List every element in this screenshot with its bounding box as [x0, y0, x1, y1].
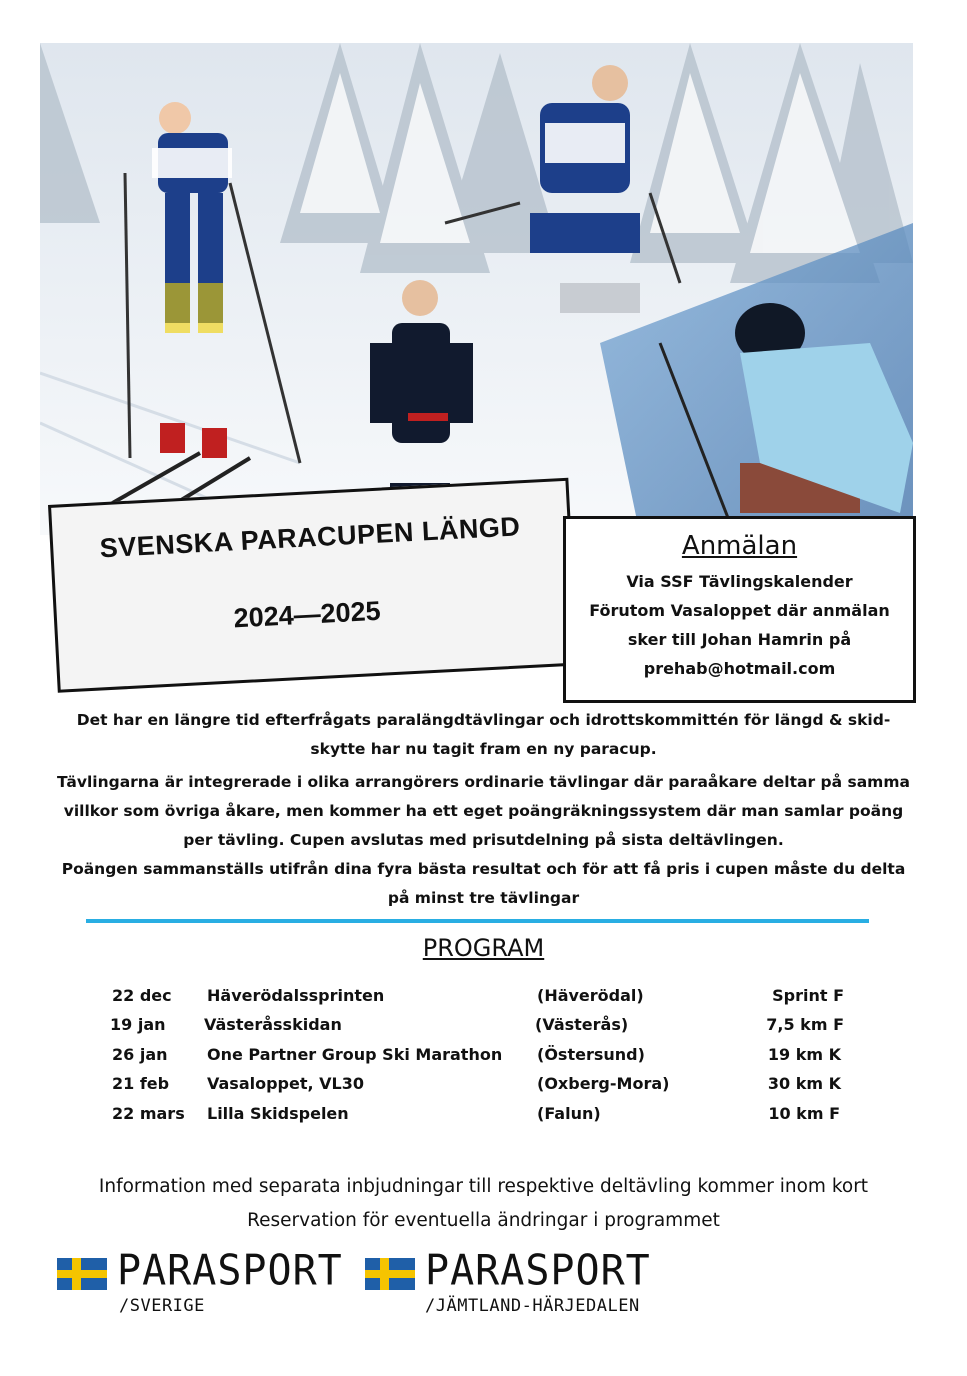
program-place: (Östersund): [537, 1044, 645, 1064]
program-date: 26 jan: [112, 1044, 168, 1064]
intro-paragraph: Det har en längre tid efterfrågats paralängdtävlingar och idrottskommittén för längd & skid-skytte har nu tagit fram en ny paracup.: [76, 711, 891, 758]
logo-wordmark: PARASPORT: [425, 1246, 651, 1296]
program-date: 22 dec: [112, 986, 172, 1005]
logo-subtitle: /JÄMTLAND-HÄRJEDALEN: [425, 1296, 640, 1316]
hero-photo-collage: [40, 43, 913, 535]
program-distance: 30 km K: [767, 1074, 841, 1094]
program-event: Västeråsskidan: [204, 1015, 342, 1035]
logo-subtitle: /SVERIGE: [119, 1296, 205, 1316]
parasport-sverige-logo: [57, 1246, 347, 1322]
program-table: [0, 982, 967, 1129]
registration-line: Via SSF Tävlingskalender: [626, 572, 853, 591]
program-distance: 19 km K: [767, 1044, 841, 1064]
program-row: [0, 982, 967, 1011]
registration-line: Förutom Vasaloppet där anmälan: [589, 601, 890, 620]
divider-line: [86, 919, 869, 923]
program-row: [0, 1041, 967, 1070]
title-box: [48, 478, 578, 693]
program-place: (Häverödal): [537, 986, 644, 1005]
program-row: [0, 1100, 967, 1129]
program-distance: Sprint F: [772, 986, 844, 1005]
program-event: Häverödalssprinten: [207, 986, 385, 1005]
program-event: Lilla Skidspelen: [207, 1103, 349, 1123]
intro-text: [56, 706, 911, 913]
registration-heading: Anmälan: [681, 531, 798, 561]
program-place: (Oxberg-Mora): [537, 1074, 670, 1094]
footer-line: Reservation för eventuella ändringar i programmet: [247, 1210, 720, 1231]
page-title: SVENSKA PARACUPEN LÄNGD: [99, 511, 522, 564]
program-place: (Falun): [537, 1103, 601, 1123]
registration-line: sker till Johan Hamrin på: [627, 630, 852, 649]
program-event: Vasaloppet, VL30: [207, 1074, 364, 1094]
parasport-jamtland-logo: [365, 1246, 680, 1322]
program-distance: 10 km F: [768, 1103, 840, 1123]
season-title: 2024—2025: [232, 595, 382, 634]
program-distance: 7,5 km F: [766, 1015, 844, 1035]
program-date: 19 jan: [110, 1015, 166, 1035]
swedish-flag-icon: [57, 1258, 107, 1290]
intro-paragraph: Poängen sammanställs utifrån dina fyra bästa resultat och för att få pris i cupen måste du delta på minst tre tävlingar: [61, 860, 906, 907]
registration-box: [563, 516, 916, 703]
program-date: 22 mars: [112, 1103, 185, 1123]
intro-paragraph: Tävlingarna är integrerade i olika arrangörers ordinarie tävlingar där paraåkare deltar på samma villkor som övriga åkare, men kommer ha ett eget poängräkningssystem där man samlar poäng per tävling. Cupen avslutas med prisutdelning på sista deltävlingen.: [57, 773, 910, 849]
program-heading: PROGRAM: [422, 934, 545, 962]
program-event: One Partner Group Ski Marathon: [207, 1044, 503, 1064]
logo-wordmark: PARASPORT: [117, 1246, 343, 1296]
swedish-flag-icon: [365, 1258, 415, 1290]
program-date: 21 feb: [112, 1074, 170, 1094]
program-place: (Västerås): [535, 1015, 629, 1035]
footer-line: Information med separata inbjudningar till respektive deltävling kommer inom kort: [98, 1176, 869, 1197]
registration-email[interactable]: prehab@hotmail.com: [643, 659, 836, 678]
footer-text: [0, 1170, 967, 1238]
program-row: [0, 1070, 967, 1099]
skiers-illustration: [40, 43, 913, 535]
program-row: [0, 1011, 967, 1040]
